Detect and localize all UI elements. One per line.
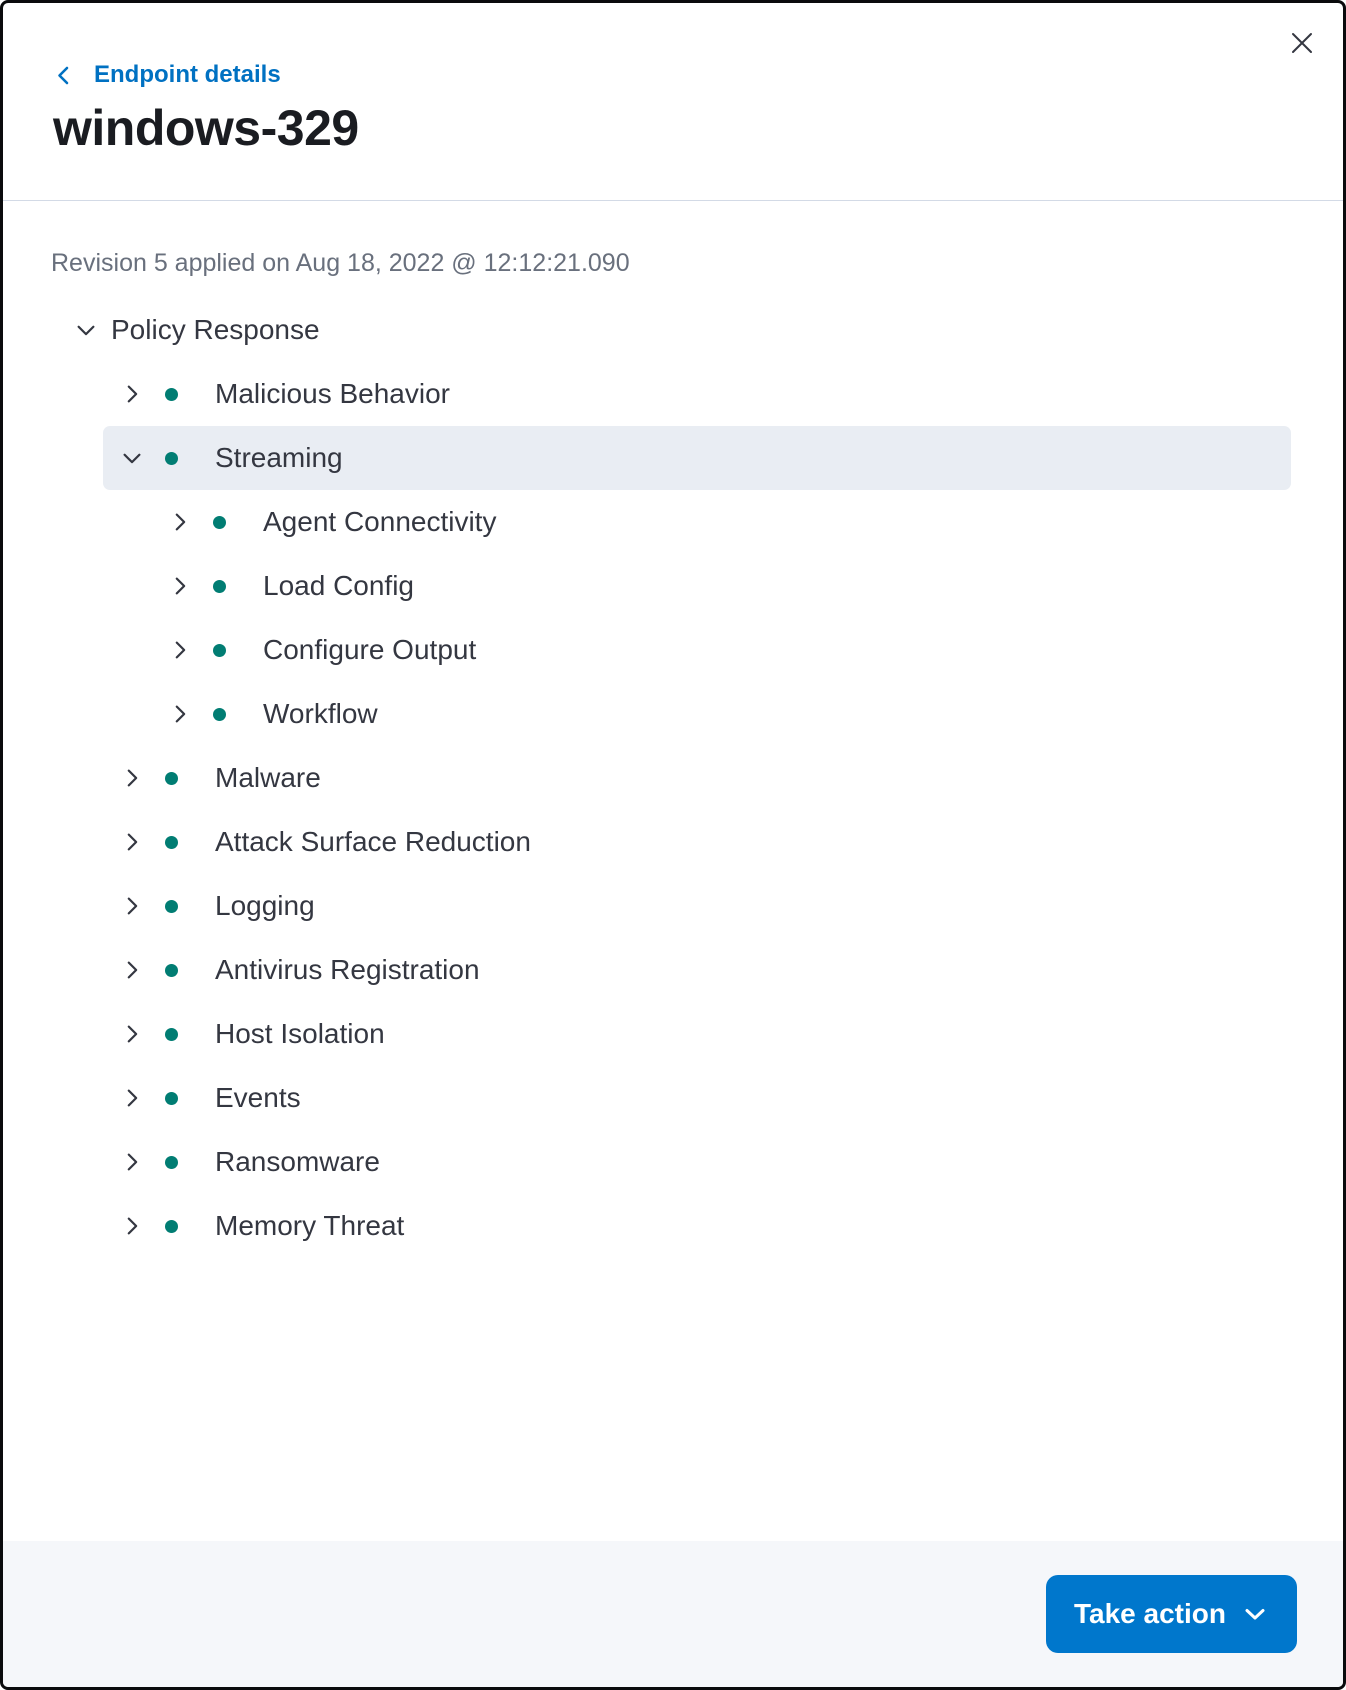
status-dot bbox=[165, 1092, 178, 1105]
status-dot bbox=[213, 644, 226, 657]
tree-item-agent-connectivity[interactable] bbox=[3, 490, 1343, 554]
tree-item-streaming[interactable] bbox=[103, 426, 1291, 490]
tree-item-label: Host Isolation bbox=[215, 1018, 385, 1049]
chevron-right-icon bbox=[120, 957, 144, 983]
status-dot bbox=[165, 1220, 178, 1233]
tree-item-malware[interactable] bbox=[3, 746, 1343, 810]
chevron-down-icon bbox=[1241, 1600, 1269, 1628]
chevron-right-icon bbox=[120, 765, 144, 791]
chevron-right-icon bbox=[120, 829, 144, 855]
close-button[interactable] bbox=[1285, 27, 1319, 61]
status-dot bbox=[213, 708, 226, 721]
tree-item-label: Streaming bbox=[215, 442, 343, 473]
chevron-right-icon bbox=[120, 1213, 144, 1239]
close-icon bbox=[1290, 31, 1314, 58]
status-dot bbox=[165, 900, 178, 913]
tree-item-label: Ransomware bbox=[215, 1146, 380, 1177]
tree-item-attack-surface-reduction[interactable] bbox=[3, 810, 1343, 874]
tree-item-antivirus-registration[interactable] bbox=[3, 938, 1343, 1002]
tree-item-policy-response[interactable] bbox=[3, 298, 1343, 362]
status-dot bbox=[165, 772, 178, 785]
flyout-body bbox=[3, 201, 1343, 1541]
chevron-right-icon bbox=[168, 509, 192, 535]
chevron-right-icon bbox=[120, 1021, 144, 1047]
tree-item-memory-threat[interactable] bbox=[3, 1194, 1343, 1258]
status-dot bbox=[165, 964, 178, 977]
status-dot bbox=[165, 836, 178, 849]
tree-item-label: Configure Output bbox=[263, 634, 477, 665]
tree-item-label: Antivirus Registration bbox=[215, 954, 480, 985]
status-dot bbox=[165, 452, 178, 465]
back-link-label: Endpoint details bbox=[94, 61, 281, 88]
chevron-right-icon bbox=[168, 637, 192, 663]
chevron-right-icon bbox=[120, 1149, 144, 1175]
status-dot bbox=[213, 516, 226, 529]
endpoint-details-back-link[interactable] bbox=[53, 62, 281, 88]
tree-item-configure-output[interactable] bbox=[3, 618, 1343, 682]
tree-item-logging[interactable] bbox=[3, 874, 1343, 938]
policy-response-tree bbox=[3, 298, 1343, 1258]
chevron-right-icon bbox=[120, 893, 144, 919]
tree-item-label: Malicious Behavior bbox=[215, 378, 450, 409]
chevron-right-icon bbox=[168, 701, 192, 727]
status-dot bbox=[213, 580, 226, 593]
page-title: windows-329 bbox=[53, 99, 359, 156]
revision-applied-text: Revision 5 applied on Aug 18, 2022 @ 12:12:21.090 bbox=[51, 249, 630, 277]
tree-item-ransomware[interactable] bbox=[3, 1130, 1343, 1194]
chevron-down-icon bbox=[120, 445, 144, 471]
tree-item-label: Load Config bbox=[263, 570, 415, 601]
chevron-right-icon bbox=[168, 573, 192, 599]
tree-item-label: Attack Surface Reduction bbox=[215, 826, 531, 857]
status-dot bbox=[165, 1156, 178, 1169]
tree-item-host-isolation[interactable] bbox=[3, 1002, 1343, 1066]
flyout-footer bbox=[3, 1541, 1343, 1687]
tree-item-label: Memory Threat bbox=[215, 1210, 405, 1241]
tree-item-label: Policy Response bbox=[111, 314, 320, 345]
chevron-right-icon bbox=[120, 1085, 144, 1111]
tree-item-label: Agent Connectivity bbox=[263, 506, 497, 537]
tree-item-malicious-behavior[interactable] bbox=[3, 362, 1343, 426]
chevron-down-icon bbox=[74, 317, 98, 343]
tree-item-label: Events bbox=[215, 1082, 301, 1113]
tree-item-events[interactable] bbox=[3, 1066, 1343, 1130]
status-dot bbox=[165, 1028, 178, 1041]
tree-item-label: Workflow bbox=[263, 698, 378, 729]
chevron-left-icon bbox=[53, 64, 74, 87]
chevron-right-icon bbox=[120, 381, 144, 407]
tree-item-label: Logging bbox=[215, 890, 315, 921]
take-action-label: Take action bbox=[1074, 1598, 1226, 1629]
take-action-button[interactable] bbox=[1046, 1575, 1297, 1653]
tree-item-label: Malware bbox=[215, 762, 321, 793]
tree-item-load-config[interactable] bbox=[3, 554, 1343, 618]
status-dot bbox=[165, 388, 178, 401]
tree-item-workflow[interactable] bbox=[3, 682, 1343, 746]
flyout-header bbox=[3, 3, 1343, 200]
